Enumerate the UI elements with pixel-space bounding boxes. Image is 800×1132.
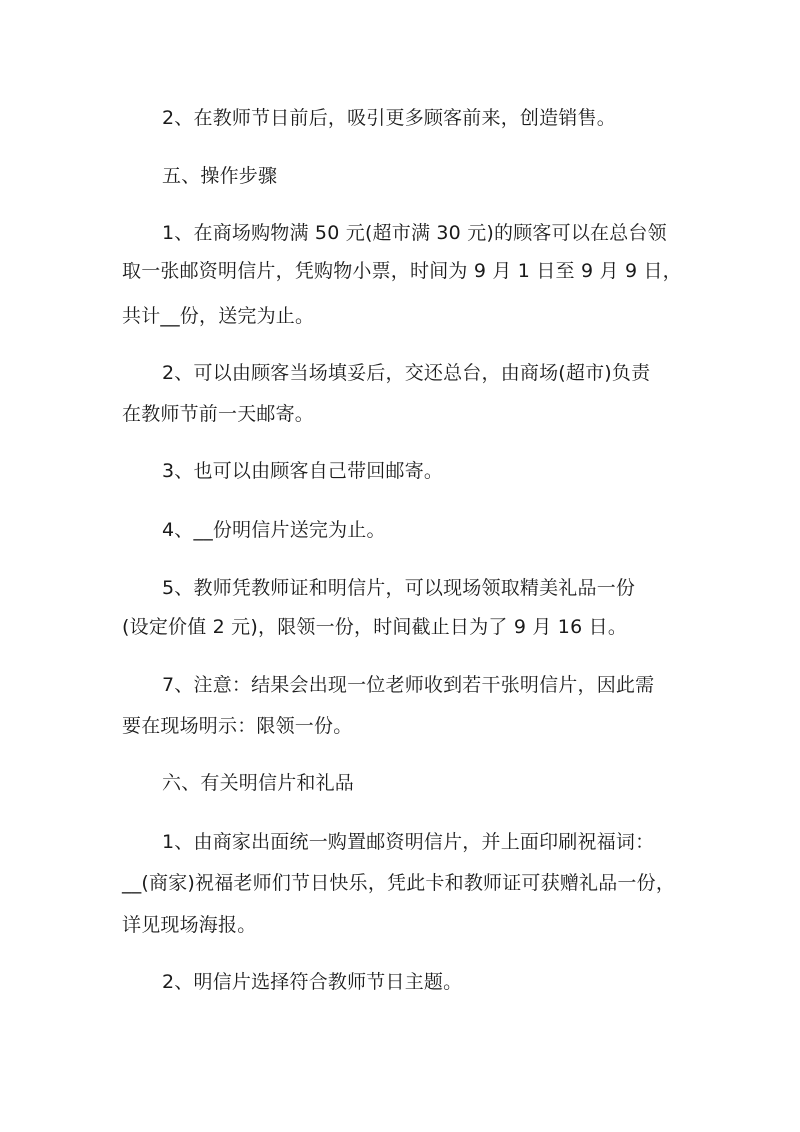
section-heading-steps: 五、操作步骤 xyxy=(162,165,278,187)
paragraph-step-2-line-1: 2、可以由顾客当场填妥后，交还总台，由商场(超市)负责 xyxy=(162,362,651,384)
paragraph-postcards-2: 2、明信片选择符合教师节日主题。 xyxy=(162,971,463,993)
section-heading-postcards: 六、有关明信片和礼品 xyxy=(162,772,355,794)
paragraph-step-1-line-2: 取一张邮资明信片，凭购物小票，时间为 9 月 1 日至 9 月 9 日， xyxy=(122,260,682,282)
paragraph-step-5-line-1: 5、教师凭教师证和明信片，可以现场领取精美礼品一份 xyxy=(162,577,636,599)
paragraph-step-2-line-2: 在教师节前一天邮寄。 xyxy=(122,403,315,425)
paragraph-step-3: 3、也可以由顾客自己带回邮寄。 xyxy=(162,460,444,482)
paragraph-step-1-line-3: 共计__份，送完为止。 xyxy=(122,305,315,327)
paragraph-postcards-1-line-1: 1、由商家出面统一购置邮资明信片，并上面印刷祝福词： xyxy=(162,831,655,853)
paragraph-postcards-1-line-3: 详见现场海报。 xyxy=(122,914,257,936)
paragraph-goal-2: 2、在教师节日前后，吸引更多顾客前来，创造销售。 xyxy=(162,107,616,129)
paragraph-step-5-line-2: (设定价值 2 元)，限领一份，时间截止日为了 9 月 16 日。 xyxy=(122,616,628,638)
paragraph-step-4: 4、__份明信片送完为止。 xyxy=(162,519,386,541)
paragraph-step-7-line-1: 7、注意：结果会出现一位老师收到若干张明信片，因此需 xyxy=(162,674,655,696)
paragraph-step-1-line-1: 1、在商场购物满 50 元(超市满 30 元)的顾客可以在总台领 xyxy=(162,222,667,244)
paragraph-postcards-1-line-2: __(商家)祝福老师们节日快乐，凭此卡和教师证可获赠礼品一份， xyxy=(122,872,676,894)
paragraph-step-7-line-2: 要在现场明示：限领一份。 xyxy=(122,715,353,737)
